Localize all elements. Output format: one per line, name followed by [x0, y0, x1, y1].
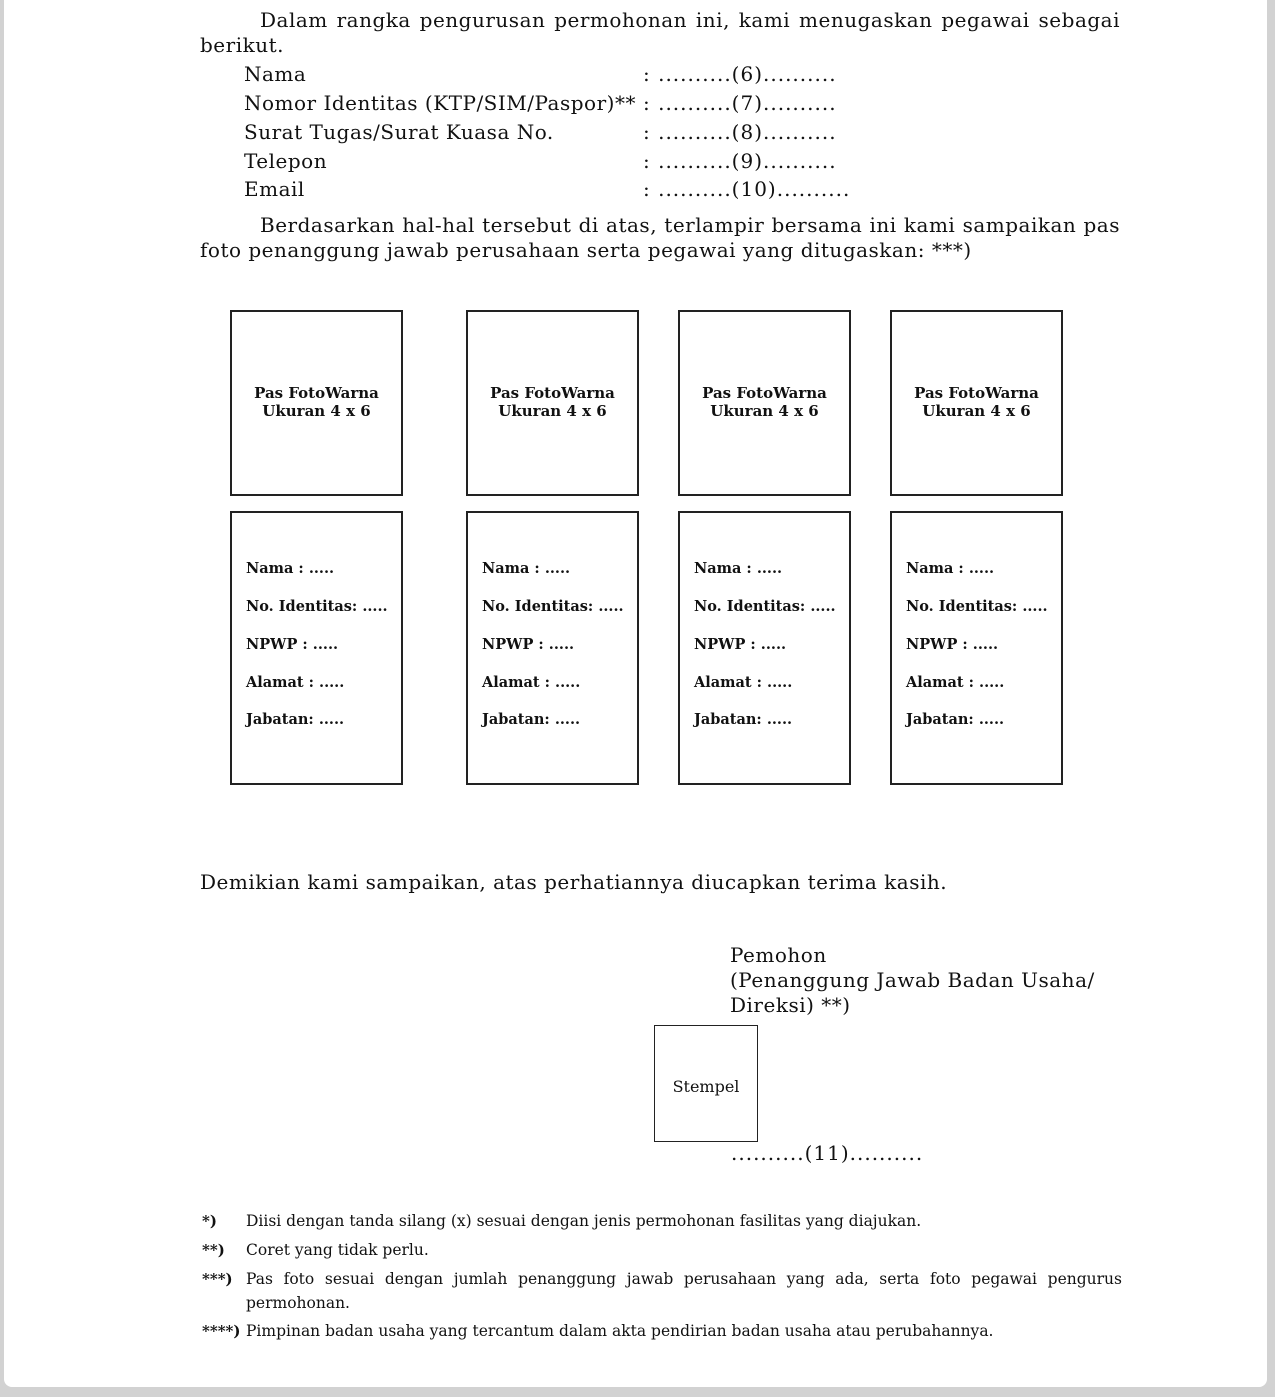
intro-line-2: berikut.: [200, 33, 284, 57]
footnote-mark-3: ***): [202, 1270, 233, 1288]
info-jabatan: Jabatan: .....: [246, 711, 345, 728]
photo-box-1: [230, 310, 403, 496]
info-box-2: [466, 511, 639, 785]
footnote-mark-4: ****): [202, 1322, 241, 1340]
photo-box-2: [466, 310, 639, 496]
intro-line-1: Dalam rangka pengurusan permohonan ini, kami menugaskan pegawai sebagai: [260, 8, 1120, 32]
field-label-identitas: Nomor Identitas (KTP/SIM/Paspor)**: [244, 91, 636, 115]
info-box-3: [678, 511, 851, 785]
info-alamat: Alamat : .....: [246, 674, 345, 691]
document-page: [4, 0, 1267, 1387]
footnote-mark-1: *): [202, 1212, 217, 1230]
photo-label-1: Pas FotoWarna Ukuran 4 x 6: [254, 384, 379, 420]
field-label-email: Email: [244, 177, 305, 201]
field-value-identitas: : ..........(7)..........: [643, 91, 837, 115]
info-nama: Nama : .....: [246, 560, 335, 577]
photo-box-4: [890, 310, 1063, 496]
info-identitas: No. Identitas: .....: [246, 598, 388, 615]
photo-label-4: Pas FotoWarna Ukuran 4 x 6: [914, 384, 1039, 420]
info-npwp: NPWP : .....: [906, 636, 999, 653]
field-value-surat-tugas: : ..........(8)..........: [643, 120, 837, 144]
info-identitas: No. Identitas: .....: [906, 598, 1048, 615]
info-alamat: Alamat : .....: [906, 674, 1005, 691]
info-identitas: No. Identitas: .....: [482, 598, 624, 615]
info-box-4: [890, 511, 1063, 785]
info-nama: Nama : .....: [694, 560, 783, 577]
field-value-email: : ..........(10)..........: [643, 177, 851, 201]
signature-role-line-2: Direksi) **): [730, 993, 851, 1017]
info-box-1: [230, 511, 403, 785]
signature-title: Pemohon: [730, 943, 827, 967]
footnote-text-1: Diisi dengan tanda silang (x) sesuai dengan jenis permohonan fasilitas yang diajukan.: [246, 1212, 922, 1230]
photo-label-2: Pas FotoWarna Ukuran 4 x 6: [490, 384, 615, 420]
footnote-text-3: Pas foto sesuai dengan jumlah penanggung jawab perusahaan yang ada, serta foto pegawai pengurus permohonan.: [246, 1270, 1122, 1312]
info-jabatan: Jabatan: .....: [694, 711, 793, 728]
field-value-telepon: : ..........(9)..........: [643, 149, 837, 173]
info-alamat: Alamat : .....: [694, 674, 793, 691]
info-jabatan: Jabatan: .....: [482, 711, 581, 728]
signature-name-placeholder: ..........(11)..........: [731, 1141, 924, 1165]
para2-line-1: Berdasarkan hal-hal tersebut di atas, terlampir bersama ini kami sampaikan pas: [260, 213, 1120, 237]
stamp-label: Stempel: [672, 1077, 740, 1096]
para2-line-2: foto penanggung jawab perusahaan serta pegawai yang ditugaskan: ***): [200, 238, 972, 262]
signature-role-line-1: (Penanggung Jawab Badan Usaha/: [730, 968, 1095, 992]
photo-box-3: [678, 310, 851, 496]
footnote-text-4: Pimpinan badan usaha yang tercantum dalam akta pendirian badan usaha atau perubahannya.: [246, 1322, 994, 1340]
info-nama: Nama : .....: [906, 560, 995, 577]
field-label-surat-tugas: Surat Tugas/Surat Kuasa No.: [244, 120, 554, 144]
info-alamat: Alamat : .....: [482, 674, 581, 691]
info-npwp: NPWP : .....: [246, 636, 339, 653]
stamp-box: [654, 1025, 758, 1142]
field-label-nama: Nama: [244, 62, 307, 86]
field-label-telepon: Telepon: [244, 149, 328, 173]
footnote-mark-2: **): [202, 1241, 225, 1259]
info-npwp: NPWP : .....: [694, 636, 787, 653]
footnote-text-2: Coret yang tidak perlu.: [246, 1241, 429, 1259]
info-identitas: No. Identitas: .....: [694, 598, 836, 615]
closing-text: Demikian kami sampaikan, atas perhatiannya diucapkan terima kasih.: [200, 870, 948, 894]
info-npwp: NPWP : .....: [482, 636, 575, 653]
info-jabatan: Jabatan: .....: [906, 711, 1005, 728]
info-nama: Nama : .....: [482, 560, 571, 577]
field-value-nama: : ..........(6)..........: [643, 62, 837, 86]
photo-label-3: Pas FotoWarna Ukuran 4 x 6: [702, 384, 827, 420]
